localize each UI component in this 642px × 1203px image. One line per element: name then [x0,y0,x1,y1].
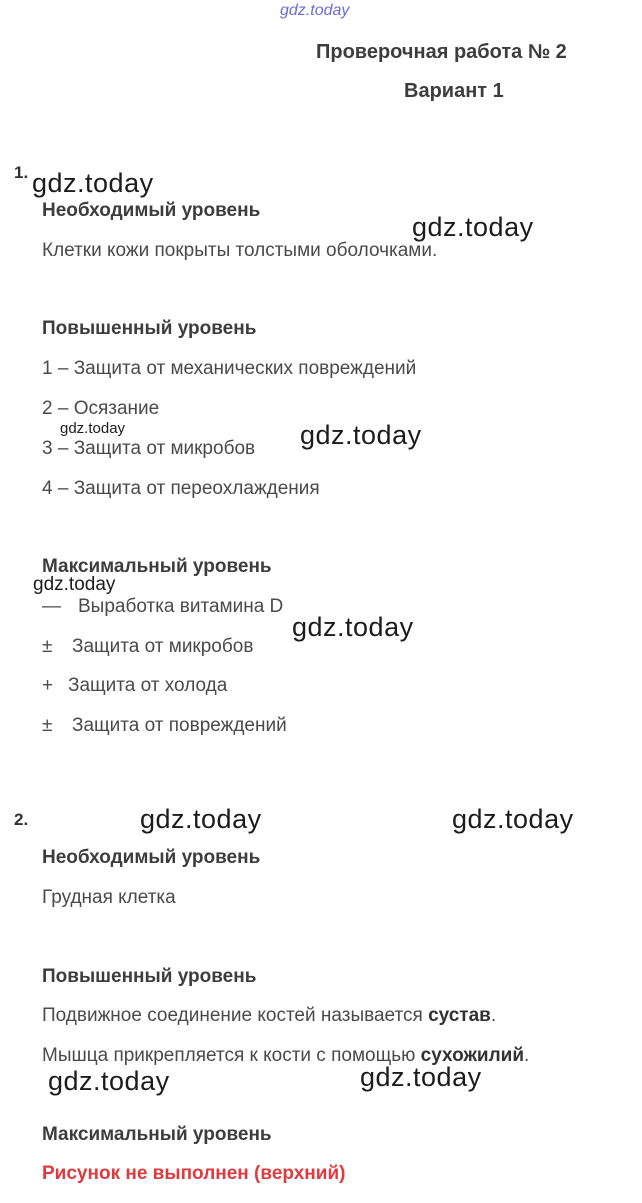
mark-minus: — [42,596,61,617]
answer-text-part: . [490,1005,497,1026]
watermark: gdz.today [452,804,574,834]
mark-plus-minus: ± [42,715,53,736]
watermark: gdz.today [412,212,534,242]
page-title: Проверочная работа № 2 [316,41,567,63]
answer-keyword: сухожилий [420,1045,525,1066]
list-item-text: Защита от микробов [72,636,254,657]
level-heading-basic: Необходимый уровень [42,847,261,868]
list-item: 2 – Осязание [42,398,160,419]
variant-label: Вариант 1 [404,80,504,102]
answer-text: Клетки кожи покрыты толстыми оболочками. [42,240,438,261]
task-number: 2. [14,810,29,829]
watermark: gdz.today [48,1066,170,1096]
level-heading-max: Максимальный уровень [42,556,272,577]
list-item [42,715,287,737]
list-item [42,636,253,658]
list-item: 3 – Защита от микробов [42,438,256,459]
list-item: 1 – Защита от механических повреждений [42,358,417,379]
level-heading-advanced: Повышенный уровень [42,318,257,339]
answer-text [42,1005,496,1027]
watermark: gdz.today [140,804,262,834]
watermark-small: gdz.today [33,574,116,595]
list-item-text: Защита от холода [68,675,228,696]
watermark-top: gdz.today [280,2,350,19]
answer-text: Грудная клетка [42,887,176,908]
watermark: gdz.today [32,168,154,198]
task-number: 1. [14,163,29,182]
list-item-text: Выработка витамина D [78,596,284,617]
list-item [42,596,283,618]
watermark: gdz.today [360,1062,482,1092]
watermark: gdz.today [300,420,422,450]
level-heading-max: Максимальный уровень [42,1124,272,1145]
mark-plus-minus: ± [42,636,53,657]
list-item [42,675,227,697]
answer-text-part: Мышца прикрепляется к кости с помощью [42,1045,421,1066]
list-item: 4 – Защита от переохлаждения [42,478,320,499]
answer-text-part: . [524,1045,530,1066]
answer-text [42,1045,529,1067]
red-note: Рисунок не выполнен (верхний) [42,1163,346,1184]
answer-keyword: сустав [428,1005,491,1026]
watermark: gdz.today [292,612,414,642]
level-heading-advanced: Повышенный уровень [42,966,257,987]
watermark-small: gdz.today [60,420,126,437]
level-heading-basic: Необходимый уровень [42,200,261,221]
list-item-text: Защита от повреждений [72,715,287,736]
answer-text-part: Подвижное соединение костей называется [42,1005,429,1026]
mark-plus: + [42,675,54,696]
